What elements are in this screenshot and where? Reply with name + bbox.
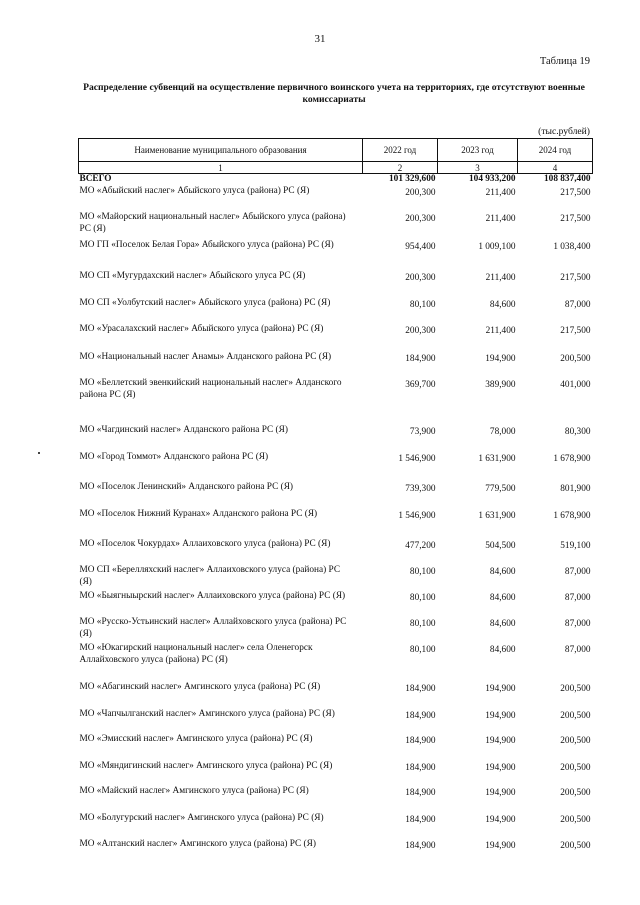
table-row <box>79 643 593 682</box>
table-row <box>79 240 593 271</box>
table-row <box>79 682 593 709</box>
row-2022: 200,300 <box>405 326 436 336</box>
row-name: МО «Абагинский наслег» Амгинского улуса (района) РС (Я) <box>79 682 321 692</box>
row-name: МО «Национальный наслег Анамы» Алданского района РС (Я) <box>79 352 332 362</box>
row-2024: 217,500 <box>560 326 591 336</box>
row-2022: 184,900 <box>405 736 436 746</box>
document-title: Распределение субвенций на осуществление первичного воинского учета на территориях, где отсутствуют военные комиссариаты <box>83 82 585 105</box>
row-2022: 184,900 <box>405 815 436 825</box>
row-2023: 1 631,900 <box>478 454 516 464</box>
row-name: МО СП «Берелляхский наслег» Аллаиховского улуса (района) РС (Я) <box>79 565 341 587</box>
row-name: МО СП «Мугурдахский наслег» Абыйского улуса РС (Я) <box>79 271 306 281</box>
table-row <box>79 617 593 643</box>
row-2024: 200,500 <box>560 788 591 798</box>
row-2023: 194,900 <box>485 684 516 694</box>
unit-note: (тыс.рублей) <box>538 126 590 137</box>
column-number: 1 <box>79 162 363 174</box>
table-row <box>79 212 593 240</box>
row-name: МО «Болугурский наслег» Амгинского улуса (района) РС (Я) <box>79 813 324 823</box>
row-2022: 200,300 <box>405 214 436 224</box>
table-body <box>79 174 593 864</box>
row-2023: 1 009,100 <box>478 242 516 252</box>
row-2023: 84,600 <box>489 567 516 577</box>
header-row <box>79 139 593 162</box>
header-name: Наименование муниципального образования <box>79 139 363 162</box>
row-2022: 200,300 <box>405 188 436 198</box>
row-2023: 211,400 <box>485 273 516 283</box>
column-number: 3 <box>438 162 518 174</box>
row-name: МО «Майорский национальный наслег» Абыйского улуса (района) РС (Я) <box>79 212 346 234</box>
table-row <box>79 271 593 298</box>
table-row <box>79 378 593 425</box>
table-row <box>79 709 593 734</box>
row-name: МО «Эмисский наслег» Амгинского улуса (района) РС (Я) <box>79 734 313 744</box>
row-2023: 211,400 <box>485 188 516 198</box>
row-2022: 184,900 <box>405 711 436 721</box>
row-2024: 200,500 <box>560 763 591 773</box>
table-row <box>79 786 593 813</box>
row-2024: 200,500 <box>560 841 591 851</box>
row-2024: 87,000 <box>564 567 591 577</box>
header-2023: 2023 год <box>438 139 518 162</box>
row-2022: 73,900 <box>409 427 436 437</box>
column-number: 2 <box>363 162 438 174</box>
row-2023: 211,400 <box>485 214 516 224</box>
row-2024: 217,500 <box>560 273 591 283</box>
table-row <box>79 591 593 617</box>
table-row <box>79 761 593 786</box>
row-2022: 80,100 <box>409 567 436 577</box>
row-2022: 184,900 <box>405 684 436 694</box>
row-2024: 519,100 <box>560 541 591 551</box>
row-2022: 200,300 <box>405 273 436 283</box>
subvention-table <box>78 138 593 863</box>
row-2022: 739,300 <box>405 484 436 494</box>
row-2023: 78,000 <box>489 427 516 437</box>
row-2023: 194,900 <box>485 788 516 798</box>
row-2022: 369,700 <box>405 380 436 390</box>
row-name: МО «Беллетский эвенкийский национальный наслег» Алданского района РС (Я) <box>79 378 342 400</box>
row-2024: 1 678,900 <box>553 511 591 521</box>
table-row <box>79 298 593 324</box>
row-2024: 1 678,900 <box>553 454 591 464</box>
table-row <box>79 452 593 482</box>
row-2023: 84,600 <box>489 300 516 310</box>
page-number: 31 <box>314 33 326 45</box>
row-name: МО «Мяндигинский наслег» Амгинского улуса (района) РС (Я) <box>79 761 333 771</box>
table-row <box>79 324 593 352</box>
row-2022: 184,900 <box>405 788 436 798</box>
total-2024: 108 837,400 <box>544 174 591 184</box>
row-2022: 80,100 <box>409 619 436 629</box>
row-2024: 217,500 <box>560 188 591 198</box>
table-row <box>79 509 593 539</box>
row-2023: 194,900 <box>485 736 516 746</box>
total-2022: 101 329,600 <box>389 174 436 184</box>
table-row <box>79 565 593 591</box>
table-row <box>79 813 593 839</box>
total-label: ВСЕГО <box>79 174 112 184</box>
row-2024: 200,500 <box>560 815 591 825</box>
row-2024: 1 038,400 <box>553 242 591 252</box>
column-number-row <box>79 162 593 174</box>
row-2023: 194,900 <box>485 711 516 721</box>
row-name: МО «Русско-Устьинский наслег» Аллайховского улуса (района) РС (Я) <box>79 617 347 639</box>
total-row <box>79 174 593 187</box>
table-row <box>79 425 593 452</box>
table-header <box>79 139 593 174</box>
row-2022: 1 546,900 <box>398 511 436 521</box>
row-2023: 194,900 <box>485 841 516 851</box>
row-2022: 184,900 <box>405 354 436 364</box>
row-2024: 87,000 <box>564 645 591 655</box>
row-2024: 217,500 <box>560 214 591 224</box>
table-row <box>79 482 593 509</box>
row-name: МО «Майский наслег» Амгинского улуса (района) РС (Я) <box>79 786 309 796</box>
row-name: МО «Город Томмот» Алданского района РС (Я) <box>79 452 269 462</box>
row-2022: 477,200 <box>405 541 436 551</box>
row-2024: 87,000 <box>564 300 591 310</box>
table-row <box>79 352 593 378</box>
row-2022: 1 546,900 <box>398 454 436 464</box>
row-name: МО «Поселок Нижний Куранах» Алданского района РС (Я) <box>79 509 318 519</box>
row-2022: 80,100 <box>409 300 436 310</box>
row-2023: 84,600 <box>489 645 516 655</box>
table-row <box>79 539 593 565</box>
row-2022: 80,100 <box>409 645 436 655</box>
row-2024: 401,000 <box>560 380 591 390</box>
row-2024: 200,500 <box>560 736 591 746</box>
row-2024: 200,500 <box>560 684 591 694</box>
column-number: 4 <box>518 162 593 174</box>
row-name: МО ГП «Поселок Белая Гора» Абыйского улуса (района) РС (Я) <box>79 240 334 250</box>
row-2023: 211,400 <box>485 326 516 336</box>
row-2023: 194,900 <box>485 354 516 364</box>
row-name: МО СП «Уолбутский наслег» Абыйского улуса (района) РС (Я) <box>79 298 331 308</box>
row-2023: 389,900 <box>485 380 516 390</box>
row-2023: 84,600 <box>489 619 516 629</box>
scan-speck <box>38 452 40 454</box>
row-2024: 80,300 <box>564 427 591 437</box>
row-2024: 87,000 <box>564 619 591 629</box>
row-name: МО «Поселок Чокурдах» Аллаиховского улуса (района) РС (Я) <box>79 539 331 549</box>
header-2024: 2024 год <box>518 139 593 162</box>
row-2023: 84,600 <box>489 593 516 603</box>
row-2022: 80,100 <box>409 593 436 603</box>
row-2024: 200,500 <box>560 711 591 721</box>
row-2023: 1 631,900 <box>478 511 516 521</box>
row-name: МО «Алтанский наслег» Амгинского улуса (района) РС (Я) <box>79 839 316 849</box>
row-2023: 504,500 <box>485 541 516 551</box>
subvention-table-container <box>78 138 592 863</box>
row-name: МО «Абыйский наслег» Абыйского улуса (района) РС (Я) <box>79 186 310 196</box>
row-2024: 87,000 <box>564 593 591 603</box>
table-label: Таблица 19 <box>539 56 590 67</box>
header-2022: 2022 год <box>363 139 438 162</box>
table-row <box>79 186 593 212</box>
row-name: МО «Урасалахский наслег» Абыйского улуса (района) РС (Я) <box>79 324 324 334</box>
row-2023: 194,900 <box>485 763 516 773</box>
row-2022: 184,900 <box>405 763 436 773</box>
row-2024: 801,900 <box>560 484 591 494</box>
row-name: МО «Чапчылганский наслег» Амгинского улуса (района) РС (Я) <box>79 709 335 719</box>
row-2022: 954,400 <box>405 242 436 252</box>
table-row <box>79 839 593 863</box>
row-2023: 194,900 <box>485 815 516 825</box>
total-2023: 104 933,200 <box>469 174 516 184</box>
row-name: МО «Юкагирский национальный наслег» села Оленегорск Аллайховского улуса (района) РС (Я) <box>79 643 313 665</box>
row-2022: 184,900 <box>405 841 436 851</box>
row-2024: 200,500 <box>560 354 591 364</box>
row-name: МО «Поселок Ленинский» Алданского района РС (Я) <box>79 482 293 492</box>
row-2023: 779,500 <box>485 484 516 494</box>
row-name: МО «Чагдинский наслег» Алданского района РС (Я) <box>79 425 288 435</box>
row-name: МО «Быягныырский наслег» Аллаиховского улуса (района) РС (Я) <box>79 591 346 601</box>
table-row <box>79 734 593 761</box>
